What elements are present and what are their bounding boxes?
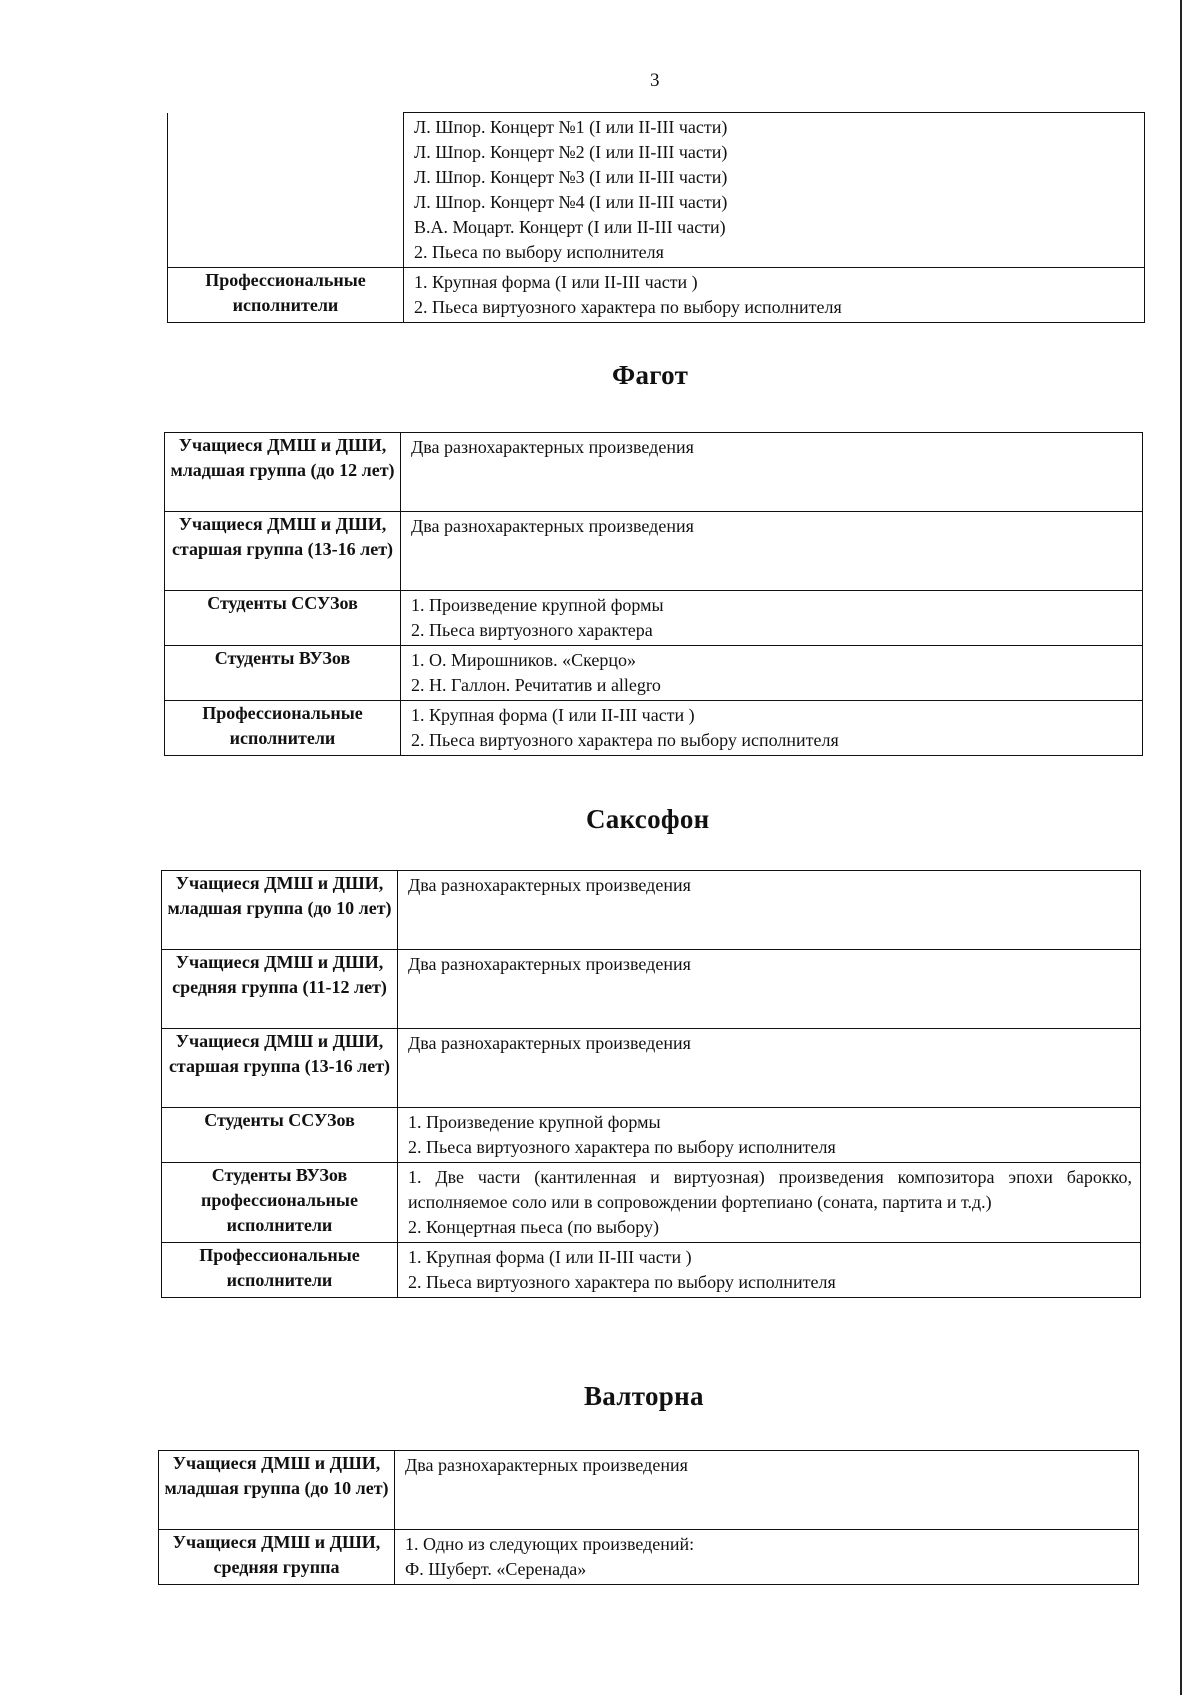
repertoire-line: Два разнохарактерных произведения: [411, 437, 694, 457]
category-cell: Учащиеся ДМШ и ДШИ, средняя группа: [159, 1530, 395, 1585]
repertoire-line: 2. Пьеса виртуозного характера по выбору исполнителя: [408, 1272, 836, 1292]
section-title-french-horn: Валторна: [584, 1381, 704, 1411]
repertoire-cell: [395, 1530, 1139, 1585]
table-row: [159, 1451, 1139, 1530]
repertoire-cell: [398, 1029, 1141, 1108]
table-row: [165, 591, 1143, 646]
saxophone-table: [161, 870, 1141, 1298]
table-row: [165, 646, 1143, 701]
table-row: [162, 1243, 1141, 1298]
page-number: 3: [650, 70, 660, 91]
repertoire-cell: [401, 646, 1143, 701]
table-row: [165, 512, 1143, 591]
scan-edge-line: [1180, 0, 1182, 1695]
table-row: [165, 433, 1143, 512]
repertoire-line: 1. Две части (кантиленная и виртуозная) произведения композитора эпохи барокко, исполняемое соло или в сопровождении фортепиано (соната, партита и т.д.): [408, 1167, 1132, 1212]
repertoire-cell: [398, 1243, 1141, 1298]
repertoire-line: 2. Н. Галлон. Речитатив и allegro: [411, 675, 661, 695]
repertoire-cell: [398, 1108, 1141, 1163]
repertoire-line: 2. Пьеса по выбору исполнителя: [414, 242, 664, 262]
repertoire-line: В.А. Моцарт. Концерт (I или II-III части): [414, 217, 726, 237]
clarinet-continuation-table: [167, 112, 1145, 323]
repertoire-cell: [398, 1163, 1141, 1243]
category-cell: Профессиональные исполнители: [165, 701, 401, 756]
repertoire-cell: [401, 591, 1143, 646]
category-cell: Студенты ССУЗов: [162, 1108, 398, 1163]
repertoire-line: Л. Шпор. Концерт №1 (I или II-III части): [414, 117, 728, 137]
repertoire-line: 2. Пьеса виртуозного характера по выбору исполнителя: [408, 1137, 836, 1157]
table-row: [168, 113, 1145, 268]
repertoire-line: 1. Крупная форма (I или II-III части ): [408, 1247, 692, 1267]
repertoire-line: Два разнохарактерных произведения: [405, 1455, 688, 1475]
repertoire-line: 1. Одно из следующих произведений:: [405, 1534, 695, 1554]
repertoire-line: 2. Концертная пьеса (по выбору): [408, 1217, 660, 1237]
category-cell: Учащиеся ДМШ и ДШИ, младшая группа (до 10 лет): [159, 1451, 395, 1530]
repertoire-line: 1. Произведение крупной формы: [411, 595, 664, 615]
category-cell: Учащиеся ДМШ и ДШИ, средняя группа (11-12 лет): [162, 950, 398, 1029]
table-row: [165, 701, 1143, 756]
repertoire-line: Ф. Шуберт. «Серенада»: [405, 1559, 587, 1579]
repertoire-line: Л. Шпор. Концерт №3 (I или II-III части): [414, 167, 728, 187]
repertoire-cell: [401, 512, 1143, 591]
category-cell: Студенты ВУЗов: [165, 646, 401, 701]
table-row: [168, 268, 1145, 323]
repertoire-line: Два разнохарактерных произведения: [408, 1033, 691, 1053]
repertoire-line: 1. О. Мирошников. «Скерцо»: [411, 650, 637, 670]
repertoire-cell: [398, 871, 1141, 950]
table-row: [162, 1163, 1141, 1243]
repertoire-line: Два разнохарактерных произведения: [411, 516, 694, 536]
repertoire-line: 2. Пьеса виртуозного характера: [411, 620, 653, 640]
section-title-bassoon: Фагот: [612, 360, 689, 390]
repertoire-line: 2. Пьеса виртуозного характера по выбору исполнителя: [411, 730, 839, 750]
repertoire-cell: [395, 1451, 1139, 1530]
repertoire-line: Л. Шпор. Концерт №2 (I или II-III части): [414, 142, 728, 162]
repertoire-line: Два разнохарактерных произведения: [408, 954, 691, 974]
repertoire-line: Два разнохарактерных произведения: [408, 875, 691, 895]
section-title-saxophone: Саксофон: [586, 804, 710, 834]
repertoire-cell: [401, 433, 1143, 512]
repertoire-line: 1. Крупная форма (I или II-III части ): [411, 705, 695, 725]
table-row: [162, 871, 1141, 950]
repertoire-line: 1. Произведение крупной формы: [408, 1112, 661, 1132]
category-cell: Студенты ВУЗов профессиональные исполнители: [162, 1163, 398, 1243]
category-cell: Учащиеся ДМШ и ДШИ, младшая группа (до 12 лет): [165, 433, 401, 512]
category-cell: Учащиеся ДМШ и ДШИ, старшая группа (13-16 лет): [162, 1029, 398, 1108]
repertoire-line: 1. Крупная форма (I или II-III части ): [414, 272, 698, 292]
table-row: [159, 1530, 1139, 1585]
bassoon-table: [164, 432, 1143, 756]
category-cell: Учащиеся ДМШ и ДШИ, младшая группа (до 10 лет): [162, 871, 398, 950]
repertoire-cell: [401, 701, 1143, 756]
category-cell: Профессиональные исполнители: [168, 268, 404, 323]
repertoire-line: Л. Шпор. Концерт №4 (I или II-III части): [414, 192, 728, 212]
category-cell: [168, 113, 404, 268]
category-cell: Студенты ССУЗов: [165, 591, 401, 646]
table-row: [162, 1108, 1141, 1163]
repertoire-line: 2. Пьеса виртуозного характера по выбору исполнителя: [414, 297, 842, 317]
repertoire-cell: [398, 950, 1141, 1029]
table-row: [162, 950, 1141, 1029]
repertoire-cell: [404, 113, 1145, 268]
category-cell: Учащиеся ДМШ и ДШИ, старшая группа (13-16 лет): [165, 512, 401, 591]
repertoire-cell: [404, 268, 1145, 323]
french-horn-table: [158, 1450, 1139, 1585]
category-cell: Профессиональные исполнители: [162, 1243, 398, 1298]
table-row: [162, 1029, 1141, 1108]
